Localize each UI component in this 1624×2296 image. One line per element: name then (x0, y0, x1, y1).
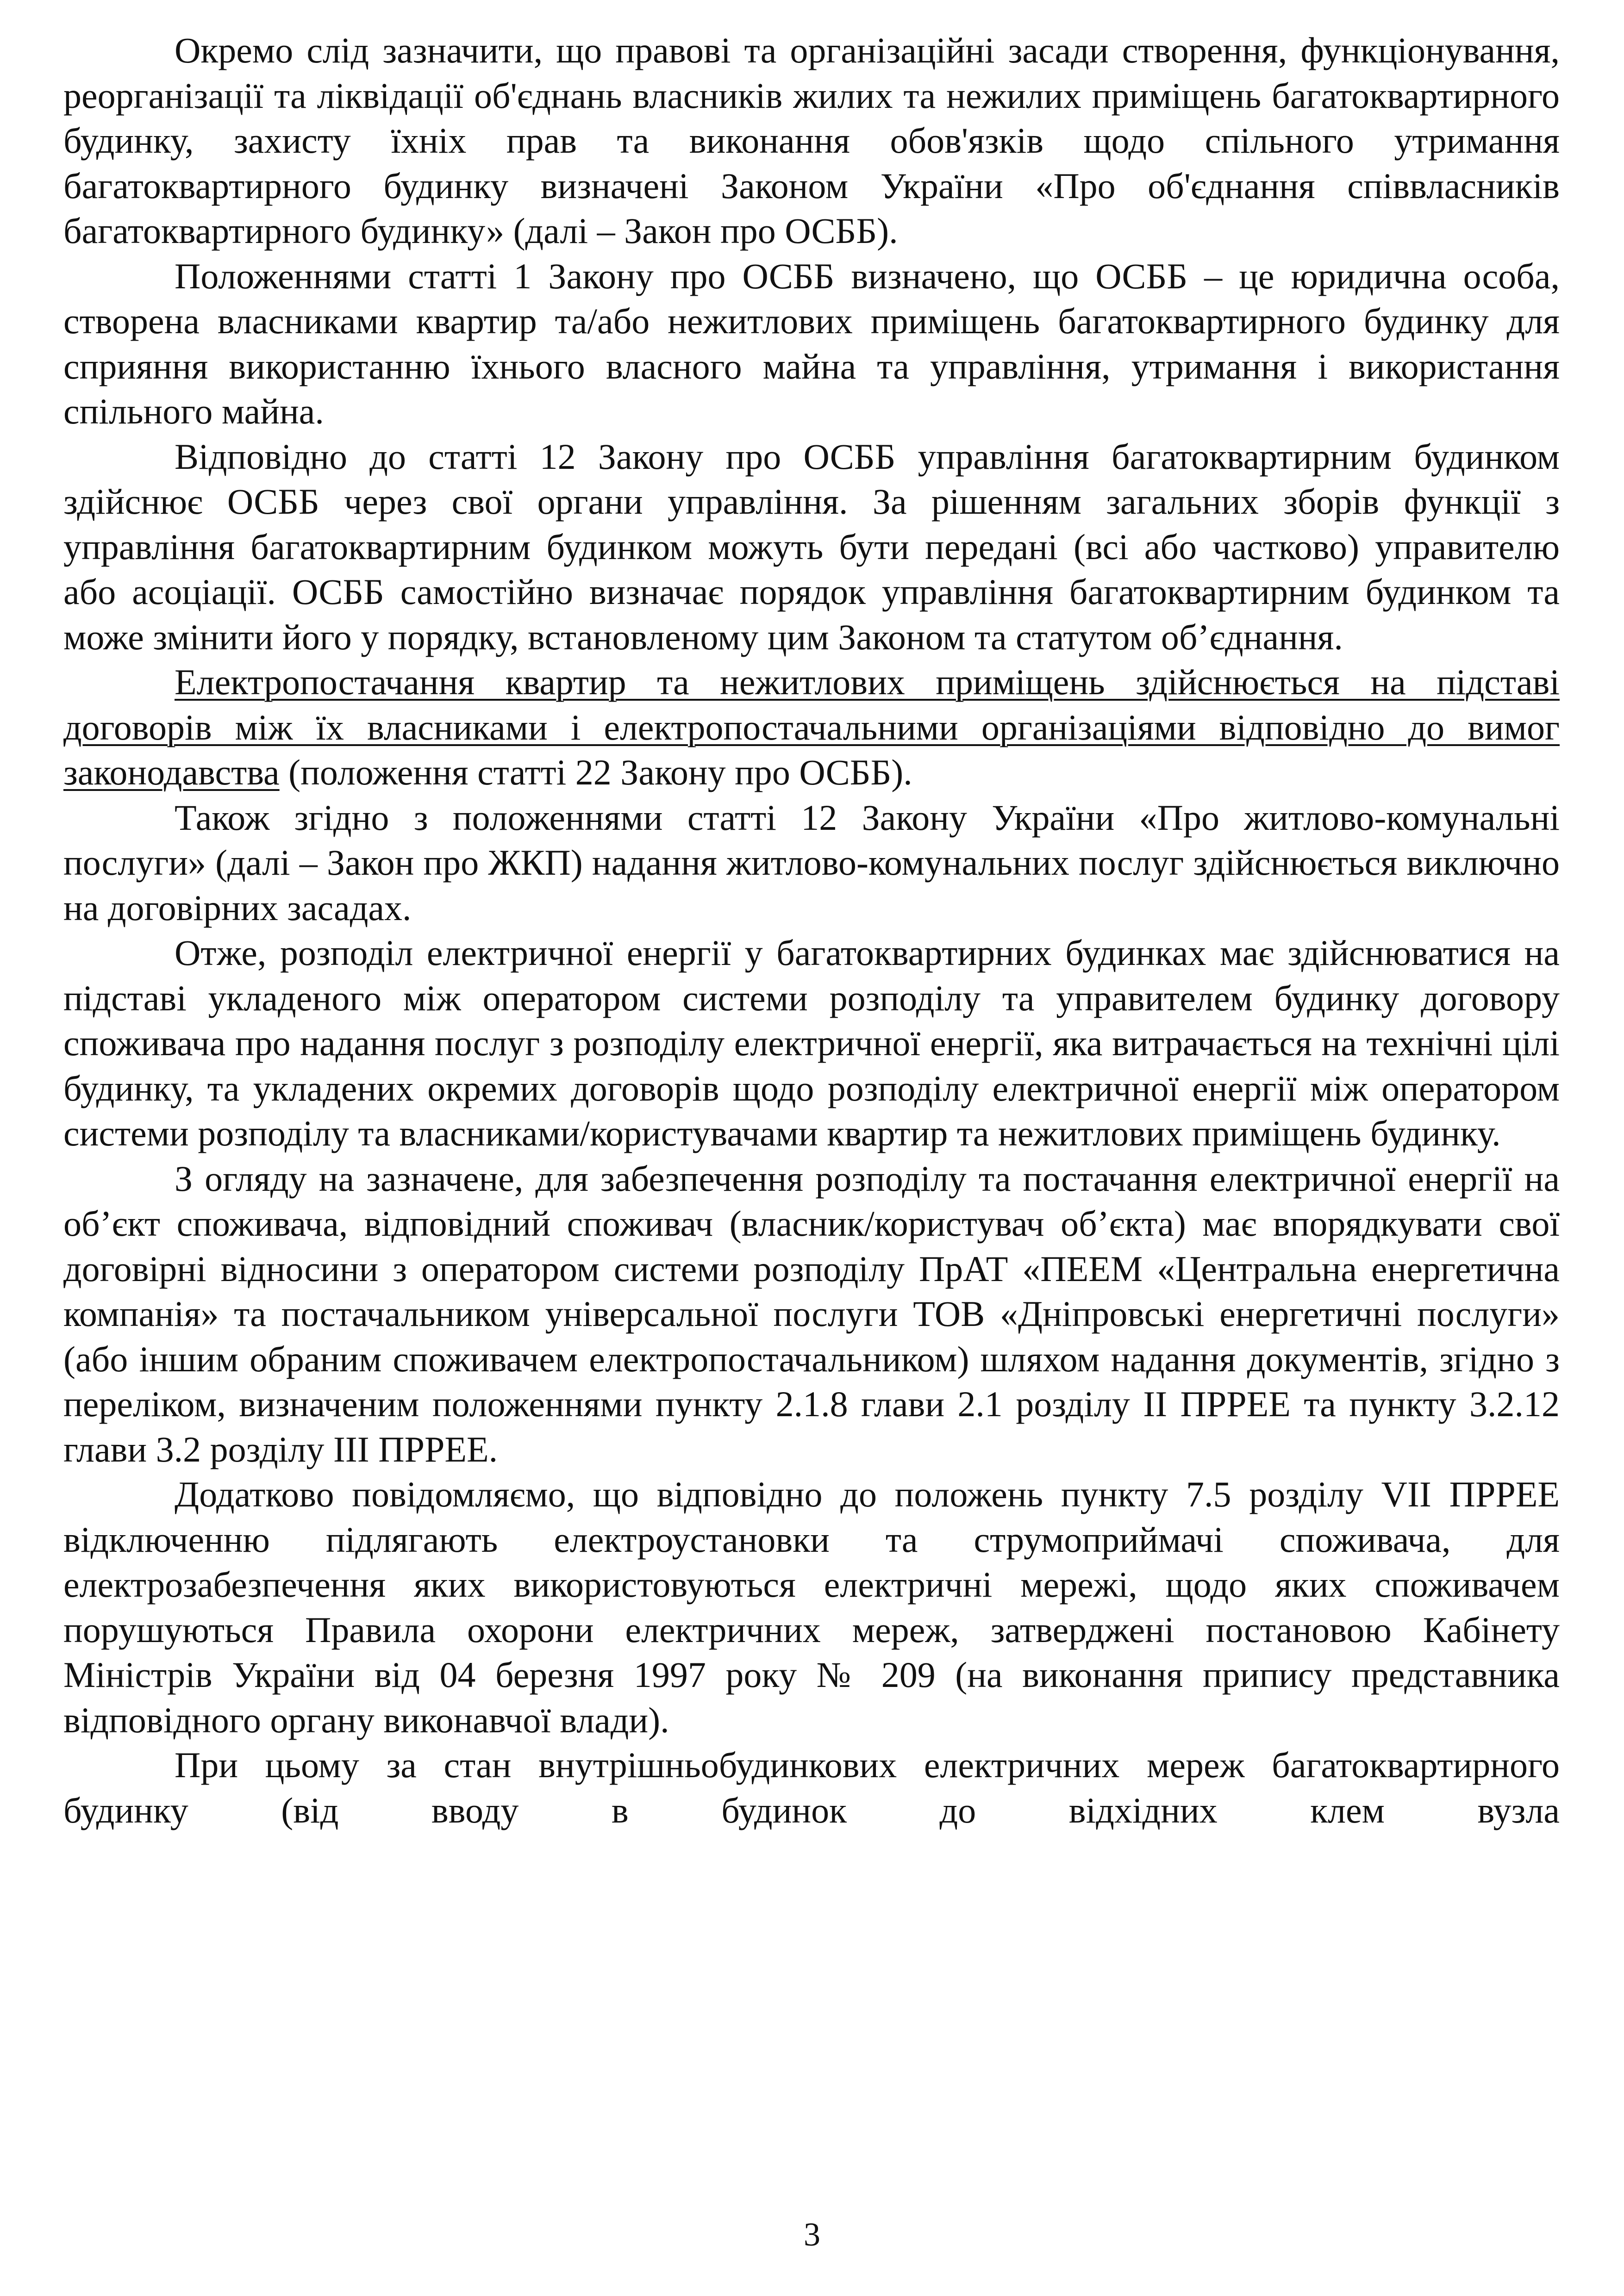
paragraph-disconnection: Додатково повідомляємо, що відповідно до положень пункту 7.5 розділу VII ПРРЕЕ відключенню підлягають електроустановки та струмоприймачі споживача, для електрозабезпечення яких використовуються електричні мережі, щодо яких споживачем порушуються Правила охорони електричних мереж, затверджені постановою Кабінету Міністрів України від 04 березня 1997 року № 209 (на виконання припису представника відповідного органу виконавчої влади). (63, 1474, 1560, 1740)
underlined-text: Електропостачання квартир та нежитлових приміщень здійснюється на підставі договорів між їх власниками і електропостачальними організаціями відповідно до вимог законодавства (63, 662, 1560, 792)
paragraph-housing-services-law: Також згідно з положеннями статті 12 Закону України «Про житлово-комунальні послуги» (далі – Закон про ЖКП) надання житлово-комунальних послуг здійснюється виключно на договірних засадах. (63, 797, 1560, 928)
paragraph-article-1: Положеннями статті 1 Закону про ОСББ визначено, що ОСББ – це юридична особа, створена власниками квартир та/або нежитлових приміщень багатоквартирного будинку для сприяння використанню їхнього власного майна та управління, утримання і використання спільного майна. (63, 255, 1560, 431)
paragraph-osbb-law: Окремо слід зазначити, що правові та організаційні засади створення, функціонування, реорганізації та ліквідації об'єднань власників жилих та нежилих приміщень багатоквартирного будинку, захисту їхніх прав та виконання обов'язків щодо спільного утримання багатоквартирного будинку визначені Законом України «Про об'єднання співвласників багатоквартирного будинку» (далі – Закон про ОСББ). (63, 30, 1560, 251)
paragraph-internal-networks: При цьому за стан внутрішньобудинкових електричних мереж багатоквартирного будинку (від вводу в будинок до відхідних клем вузла (63, 1745, 1560, 1830)
paragraph-electricity-supply (63, 660, 1560, 795)
document-body (63, 28, 1560, 1833)
paragraph-contract-requirements: З огляду на зазначене, для забезпечення розподілу та постачання електричної енергії на об’єкт споживача, відповідний споживач (власник/користувач об’єкта) має впорядкувати свої договірні відносини з оператором системи розподілу ПрАТ «ПЕЕМ «Центральна енергетична компанія» та постачальником універсальної послуги ТОВ «Дніпровські енергетичні послуги» (або іншим обраним споживачем електропостачальником) шляхом надання документів, згідно з переліком, визначеним положеннями пункту 2.1.8 глави 2.1 розділу ІІ ПРРЕЕ та пункту 3.2.12 глави 3.2 розділу ІІІ ПРРЕЕ. (63, 1158, 1560, 1469)
paragraph-article-12: Відповідно до статті 12 Закону про ОСББ управління багатоквартирним будинком здійснює ОСББ через свої органи управління. За рішенням загальних зборів функції з управління багатоквартирним будинком можуть бути передані (всі або частково) управителю або асоціації. ОСББ самостійно визначає порядок управління багатоквартирним будинком та може змінити його у порядку, встановленому цим Законом та статутом об’єднання. (63, 436, 1560, 657)
page-number: 3 (804, 2216, 820, 2253)
paragraph-distribution: Отже, розподіл електричної енергії у багатоквартирних будинках має здійснюватися на підставі укладеного між оператором системи розподілу та управителем будинку договору споживача про надання послуг з розподілу електричної енергії, яка витрачається на технічні цілі будинку, та укладених окремих договорів щодо розподілу електричної енергії між оператором системи розподілу та власниками/користувачами квартир та нежитлових приміщень будинку. (63, 933, 1560, 1153)
article-22-reference: (положення статті 22 Закону про ОСББ). (279, 752, 912, 792)
